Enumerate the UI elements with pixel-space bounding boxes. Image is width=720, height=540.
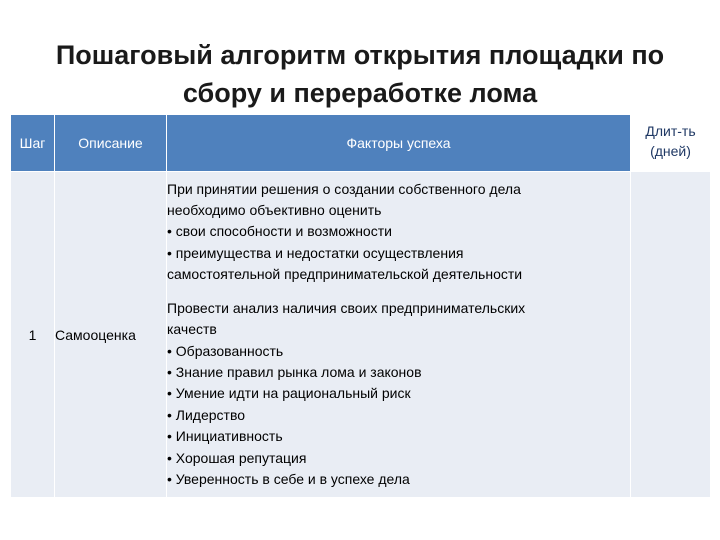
factor-line: • Лидерство [167,406,246,423]
slide-title [0,36,720,112]
factor-line: • Хорошая репутация [167,449,307,466]
factor-line: самостоятельной предпринимательской деятельности [167,266,523,283]
row-duration [631,172,711,498]
header-factors: Факторы успеха [167,115,631,172]
algorithm-table [10,114,711,498]
factor-line: • Инициативность [167,428,283,445]
table-header-row [11,115,711,172]
row-step: 1 [11,172,55,498]
factor-line: • Знание правил рынка лома и законов [167,363,422,380]
header-duration-line-2: (дней) [650,143,691,159]
factors-block-1 [167,179,630,286]
factor-line: качеств [167,321,217,338]
factor-line: • Уверенность в себе и в успехе дела [167,470,410,487]
factor-line: необходимо объективно оценить [167,202,382,219]
header-duration [631,115,711,172]
title-line-1: Пошаговый алгоритм открытия площадки по [55,40,665,70]
factor-line: • свои способности и возможности [167,223,392,240]
title-line-2: сбору и переработке лома [182,78,538,108]
factor-line: • преимущества и недостатки осуществления [167,244,464,261]
factor-line: При принятии решения о создании собственного дела [167,180,521,197]
header-duration-line-1: Длит-ть [645,123,696,139]
header-step: Шаг [11,115,55,172]
factor-line: • Умение идти на рациональный риск [167,385,411,402]
factor-line: Провести анализ наличия своих предпринимательских [167,299,526,316]
row-factors [167,172,631,498]
factor-line: • Образованность [167,342,284,359]
row-description: Самооценка [55,172,167,498]
factors-block-2 [167,298,630,491]
table-row [11,172,711,498]
header-description: Описание [55,115,167,172]
